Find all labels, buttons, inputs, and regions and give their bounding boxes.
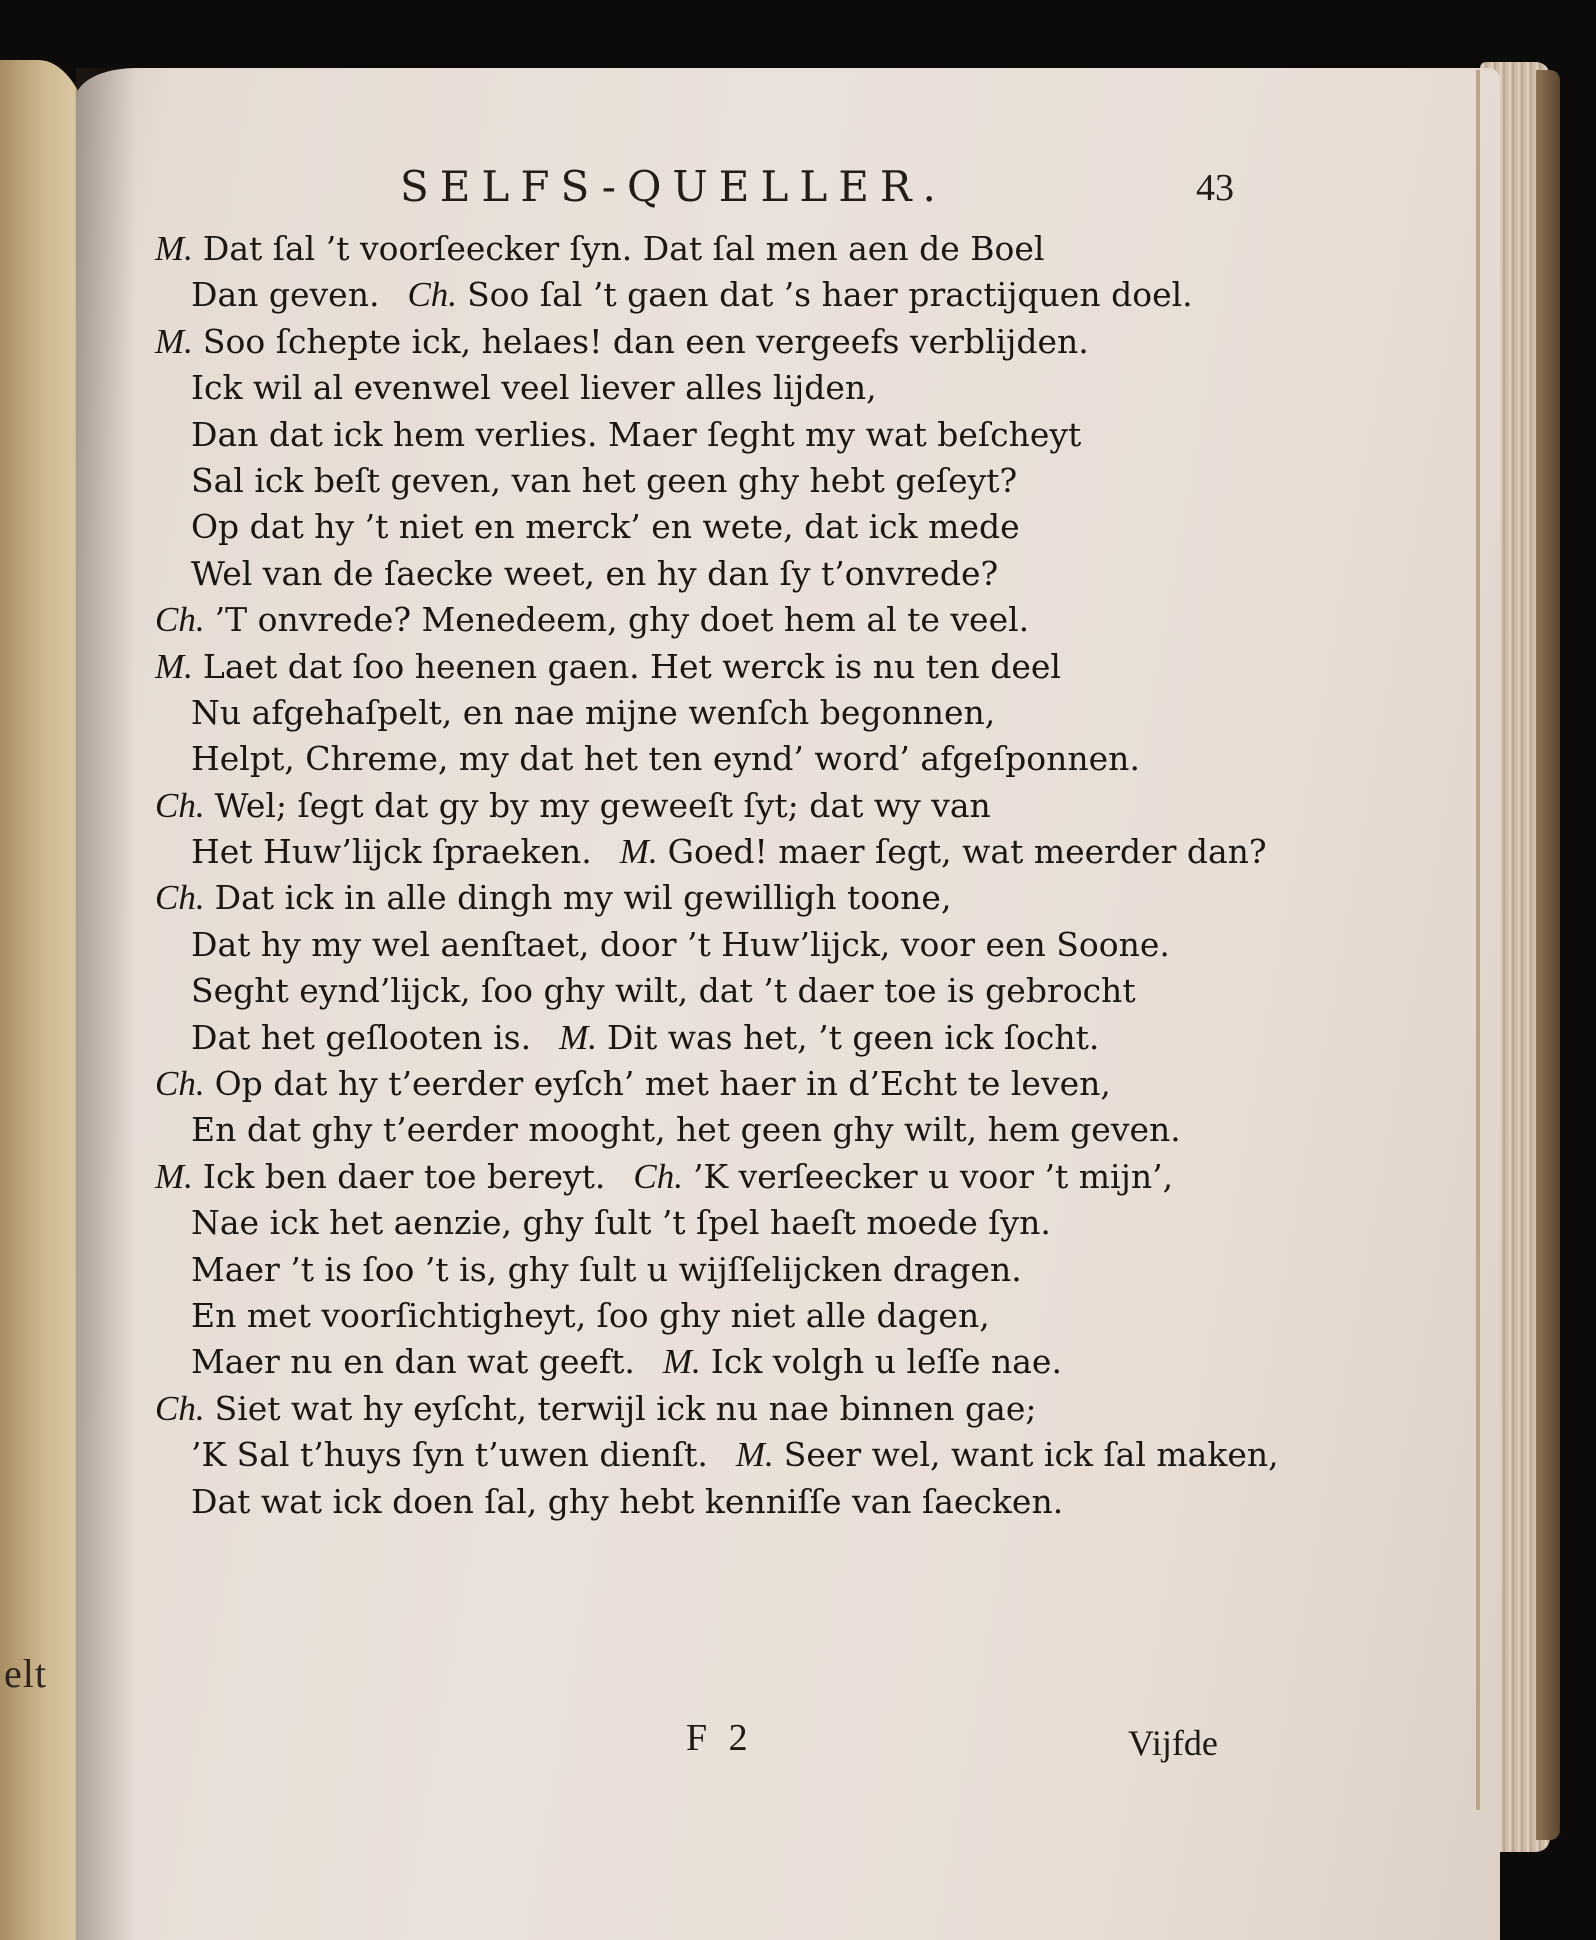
speaker-label-inline: Ch. <box>633 1156 684 1196</box>
verse-text-segment: Wel; ſegt dat gy by my geweeſt ſyt; dat wy van <box>214 785 991 825</box>
verse-text-segment: Dat het geſlooten is. <box>191 1017 532 1057</box>
verse-line <box>155 458 1245 504</box>
speaker-label-inline: Ch. <box>407 275 458 315</box>
verse-text-segment: Seer wel, want ick ſal maken, <box>783 1435 1279 1475</box>
verse-line <box>155 829 1267 875</box>
verse-line <box>155 1061 1245 1107</box>
speaker-label-inline: M. <box>619 832 658 872</box>
speaker-label: Ch. <box>155 600 205 640</box>
verse-line <box>155 412 1245 458</box>
speaker-label-inline: M. <box>735 1435 774 1475</box>
verse-text-segment: ’T onvrede? Menedeem, ghy doet hem al te veel. <box>214 600 1030 640</box>
verse-text-segment: Wel van de ſaecke weet, en hy dan ſy t’onvrede? <box>191 553 999 593</box>
verse-text-segment: Op dat hy ’t niet en merck’ en wete, dat ick mede <box>191 507 1020 547</box>
signature-mark: F 2 <box>686 1717 754 1759</box>
verse-text-segment: Dat ick in alle dingh my wil gewilligh toone, <box>214 878 952 918</box>
verse-line <box>155 1432 1279 1478</box>
page-edge-line <box>1476 70 1480 1810</box>
verse-text-segment: Dat wat ick doen ſal, ghy hebt kenniſſe van ſaecken. <box>191 1481 1064 1521</box>
verse-text-segment: Dan dat ick hem verlies. Maer ſeght my wat beſcheyt <box>191 414 1082 454</box>
speaker-label: Ch. <box>155 1388 205 1428</box>
verse-text-segment: Siet wat hy eyſcht, terwijl ick nu nae binnen gae; <box>214 1388 1037 1428</box>
verse-line <box>155 690 1245 736</box>
verse-text-segment: Maer ’t is ſoo ’t is, ghy ſult u wijſſelijcken dragen. <box>191 1249 1022 1289</box>
verse-text <box>155 226 1279 1525</box>
verse-line <box>155 1015 1245 1061</box>
speaker-label: Ch. <box>155 1064 205 1104</box>
verse-text-segment: Maer nu en dan wat geeft. <box>191 1342 635 1382</box>
verse-text-segment: Laet dat ſoo heenen gaen. Het werck is nu ten deel <box>202 646 1061 686</box>
speaker-label: Ch. <box>155 878 205 918</box>
verse-line <box>155 1200 1245 1246</box>
speaker-label: M. <box>155 321 193 361</box>
speaker-label-inline: M. <box>559 1017 597 1057</box>
verse-line <box>155 1154 1245 1200</box>
verse-text-segment: Dit was het, ’t geen ick ſocht. <box>607 1017 1100 1057</box>
verse-text-segment: Het Huw’lijck ſpraeken. <box>191 832 592 872</box>
verse-text-segment: Sal ick beſt geven, van het geen ghy hebt geſeyt? <box>191 460 1018 500</box>
verse-line <box>155 1247 1245 1293</box>
verse-text-segment: Dat hy my wel aenſtaet, door ’t Huw’lijck, voor een Soone. <box>191 924 1170 964</box>
speaker-label: M. <box>155 646 193 686</box>
page-number: 43 <box>1196 167 1234 209</box>
verse-line <box>155 1339 1245 1385</box>
verse-line <box>155 1107 1245 1153</box>
verse-line <box>155 875 1245 921</box>
catchword: Vijfde <box>1128 1723 1218 1763</box>
verse-line <box>155 365 1245 411</box>
verse-text-segment: Ick volgh u leſſe nae. <box>710 1342 1062 1382</box>
speaker-label: Ch. <box>155 785 205 825</box>
verse-text-segment: Soo ſal ’t gaen dat ’s haer practijquen doel. <box>467 275 1193 315</box>
verse-text-segment: ’K Sal t’huys ſyn t’uwen dienſt. <box>191 1435 708 1475</box>
verse-text-segment: Seght eynd’lijck, ſoo ghy wilt, dat ’t daer toe is gebrocht <box>191 971 1136 1011</box>
verse-text-segment: ’K verſeecker u voor ’t mijn’, <box>693 1156 1174 1196</box>
verse-text-segment: Ick ben daer toe bereyt. <box>202 1156 606 1196</box>
verse-line <box>155 504 1245 550</box>
verse-line <box>155 1479 1245 1525</box>
left-page-fragment: elt <box>4 1651 47 1696</box>
verse-text-segment: Op dat hy t’eerder eyſch’ met haer in d’Echt te leven, <box>214 1064 1111 1104</box>
cover-edge <box>1536 70 1560 1840</box>
verse-line <box>155 226 1245 272</box>
speaker-label-inline: M. <box>662 1342 701 1382</box>
verse-line <box>155 783 1245 829</box>
running-head: SELFS-QUELLER. <box>400 162 947 211</box>
verse-text-segment: Ick wil al evenwel veel liever alles lijden, <box>191 368 877 408</box>
verse-text-segment: En dat ghy t’eerder mooght, het geen ghy wilt, hem geven. <box>191 1110 1181 1150</box>
verse-line <box>155 968 1245 1014</box>
verse-line <box>155 319 1245 365</box>
verse-text-segment: Dat ſal ’t voorſeecker ſyn. Dat ſal men aen de Boel <box>202 229 1045 268</box>
verse-line <box>155 597 1245 643</box>
speaker-label: M. <box>155 1156 193 1196</box>
verse-line <box>155 736 1245 782</box>
verse-text-segment: Dan geven. <box>191 275 380 315</box>
verse-text-segment: En met voorſichtigheyt, ſoo ghy niet alle dagen, <box>191 1295 990 1335</box>
verse-text-segment: Goed! maer ſegt, wat meerder dan? <box>667 832 1267 872</box>
verse-line <box>155 551 1245 597</box>
verse-text-segment: Nu afgehaſpelt, en nae mijne wenſch begonnen, <box>191 692 996 732</box>
verse-line <box>155 1386 1245 1432</box>
speaker-label: M. <box>155 229 193 268</box>
verse-line <box>155 644 1245 690</box>
verse-line <box>155 922 1245 968</box>
verse-line <box>155 272 1245 318</box>
page-shadow <box>76 68 136 1940</box>
verse-line <box>155 1293 1245 1339</box>
verse-text-segment: Nae ick het aenzie, ghy ſult ’t ſpel haeſt moede ſyn. <box>191 1203 1051 1243</box>
verse-text-segment: Helpt, Chreme, my dat het ten eynd’ word’ afgeſponnen. <box>191 739 1140 779</box>
verse-text-segment: Soo ſchepte ick, helaes! dan een vergeefs verblijden. <box>202 321 1089 361</box>
